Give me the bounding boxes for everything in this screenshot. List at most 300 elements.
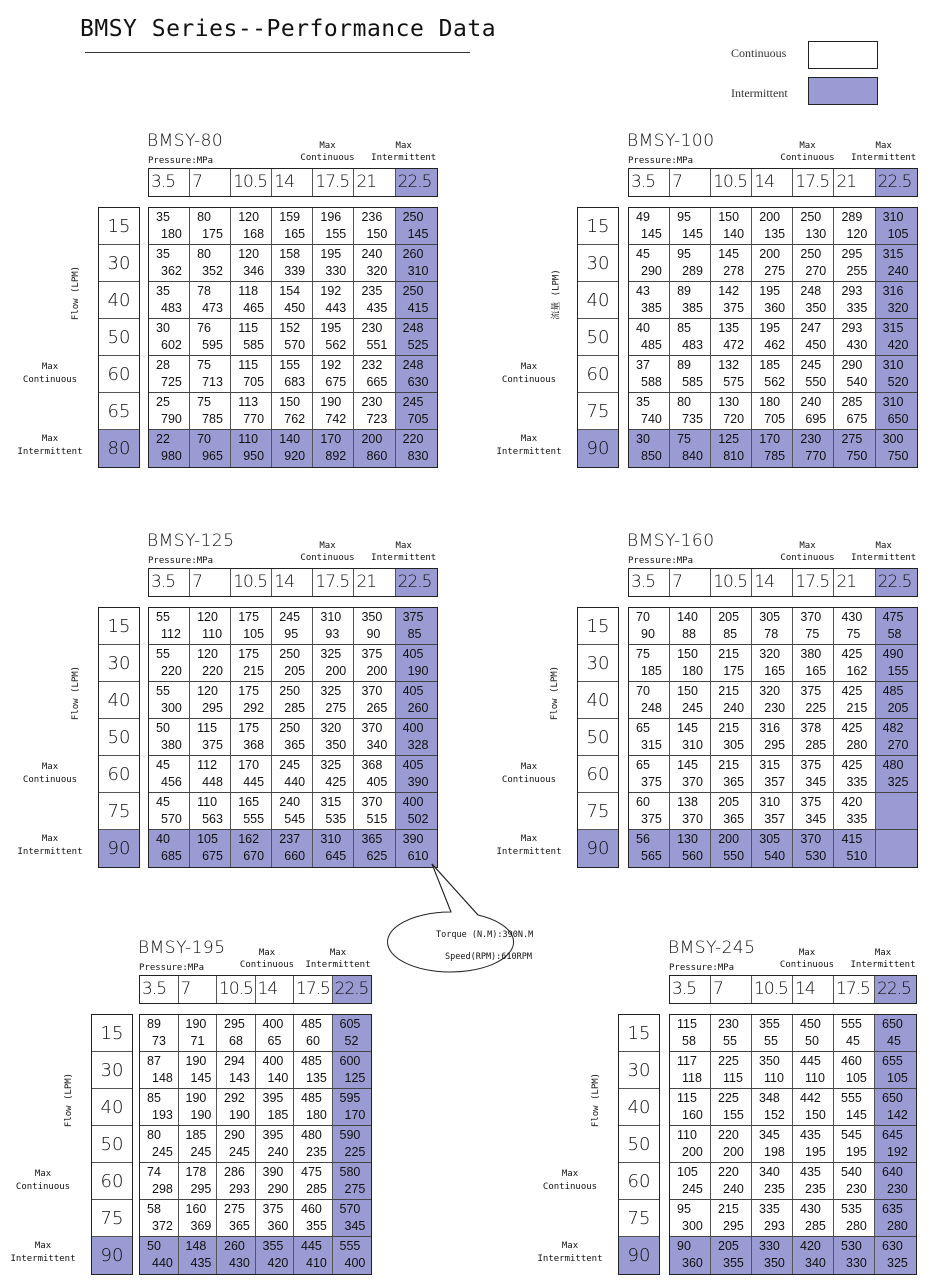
- speed-value: 362: [161, 264, 182, 278]
- torque-value: 390: [402, 832, 424, 846]
- torque-value: 650: [882, 1017, 903, 1031]
- torque-value: 482: [882, 721, 904, 735]
- torque-value: 295: [224, 1017, 245, 1031]
- speed-value: 320: [366, 264, 388, 278]
- speed-value: 665: [366, 375, 388, 389]
- flow-cell: 40: [578, 682, 618, 719]
- speed-value: 295: [202, 701, 223, 715]
- torque-value: 475: [882, 610, 904, 624]
- speed-value: 430: [846, 338, 868, 352]
- torque-value: 250: [402, 284, 424, 298]
- speed-value: 630: [407, 375, 429, 389]
- speed-value: 65: [267, 1034, 282, 1048]
- torque-value: 80: [677, 395, 691, 409]
- torque-value: 178: [185, 1165, 207, 1179]
- torque-value: 325: [320, 758, 342, 772]
- flow-cell: 65: [99, 393, 139, 430]
- speed-value: 293: [764, 1219, 785, 1233]
- pressure-cell: 22.5: [876, 569, 917, 596]
- torque-value: 45: [156, 758, 170, 772]
- flow-cell: 90: [578, 430, 618, 467]
- speed-value: 683: [284, 375, 306, 389]
- torque-value: 640: [882, 1165, 903, 1179]
- torque-value: 292: [224, 1091, 245, 1105]
- speed-value: 165: [284, 227, 306, 241]
- torque-value: 195: [759, 321, 781, 335]
- torque-value: 90: [677, 1239, 691, 1253]
- max-label: Max: [875, 141, 892, 151]
- speed-value: 365: [723, 775, 745, 789]
- pressure-cell: 22.5: [333, 976, 372, 1003]
- pressure-cell: 21: [354, 569, 395, 596]
- speed-value: 193: [152, 1108, 173, 1122]
- torque-value: 316: [759, 721, 781, 735]
- torque-value: 390: [262, 1165, 284, 1179]
- torque-value: 635: [882, 1202, 903, 1216]
- speed-value: 585: [243, 338, 265, 352]
- speed-value: 58: [682, 1034, 696, 1048]
- torque-value: 215: [718, 1202, 739, 1216]
- torque-value: 117: [677, 1054, 697, 1068]
- pressure-cell: 14: [272, 569, 313, 596]
- speed-value: 365: [284, 738, 306, 752]
- torque-value: 320: [320, 721, 342, 735]
- speed-value: 720: [723, 412, 745, 426]
- speed-value: 675: [202, 849, 223, 863]
- speed-value: 280: [887, 1219, 908, 1233]
- speed-value: 551: [366, 338, 388, 352]
- speed-value: 588: [641, 375, 662, 389]
- pressure-cell: 7: [670, 169, 711, 196]
- speed-value: 770: [805, 449, 827, 463]
- max-label: Max: [799, 141, 816, 151]
- speed-value: 355: [723, 1256, 744, 1270]
- speed-value: 71: [190, 1034, 205, 1048]
- speed-value: 200: [325, 664, 347, 678]
- torque-value: 435: [800, 1165, 821, 1179]
- torque-value: 405: [402, 684, 424, 698]
- speed-value: 375: [641, 812, 662, 826]
- torque-value: 190: [185, 1017, 207, 1031]
- flow-cell: 30: [619, 1052, 659, 1089]
- continuous-label: Continuous: [15, 1182, 71, 1192]
- speed-value: 200: [723, 1145, 744, 1159]
- pressure-cell: 7: [190, 169, 231, 196]
- speed-value: 162: [846, 664, 868, 678]
- speed-value: 265: [366, 701, 388, 715]
- speed-value: 280: [846, 1219, 867, 1233]
- speed-value: 560: [682, 849, 703, 863]
- torque-value: 250: [800, 247, 822, 261]
- flow-cell: 15: [92, 1015, 132, 1052]
- speed-value: 483: [161, 301, 182, 315]
- model-title: BMSY-100: [627, 131, 715, 151]
- torque-value: 595: [339, 1091, 361, 1105]
- speed-value: 645: [325, 849, 347, 863]
- torque-value: 368: [361, 758, 383, 772]
- speed-value: 345: [805, 812, 827, 826]
- torque-value: 245: [800, 358, 822, 372]
- torque-value: 232: [361, 358, 383, 372]
- torque-value: 130: [677, 832, 698, 846]
- speed-value: 205: [284, 664, 306, 678]
- speed-value: 625: [366, 849, 388, 863]
- torque-value: 40: [156, 832, 170, 846]
- speed-value: 220: [202, 664, 223, 678]
- torque-value: 335: [759, 1202, 780, 1216]
- speed-value: 295: [190, 1182, 212, 1196]
- pressure-cell: 17.5: [313, 569, 354, 596]
- torque-value: 325: [320, 647, 342, 661]
- speed-value: 742: [325, 412, 347, 426]
- torque-value: 80: [197, 247, 211, 261]
- torque-value: 485: [301, 1054, 322, 1068]
- torque-value: 192: [320, 358, 342, 372]
- torque-value: 112: [197, 758, 218, 772]
- torque-value: 75: [636, 647, 650, 661]
- torque-value: 250: [402, 210, 424, 224]
- flow-axis-label: Flow (LPM): [550, 666, 560, 721]
- speed-value: 340: [366, 738, 388, 752]
- speed-value: 105: [846, 1071, 867, 1085]
- torque-value: 200: [361, 432, 383, 446]
- pressure-cell: 3.5: [149, 569, 190, 596]
- torque-value: 275: [841, 432, 863, 446]
- speed-value: 340: [805, 1256, 826, 1270]
- torque-value: 22: [156, 432, 170, 446]
- torque-value: 125: [718, 432, 740, 446]
- pressure-label: Pressure:MPa: [148, 556, 214, 566]
- torque-value: 378: [800, 721, 822, 735]
- max-label: Max: [520, 834, 538, 844]
- speed-value: 350: [805, 301, 827, 315]
- pressure-label: Pressure:MPa: [628, 556, 694, 566]
- pressure-cell: 3.5: [629, 169, 670, 196]
- torque-value: 248: [402, 358, 424, 372]
- speed-value: 50: [805, 1034, 819, 1048]
- continuous-label: Continuous: [22, 375, 78, 385]
- pressure-cell: 10.5: [752, 976, 793, 1003]
- speed-value: 355: [306, 1219, 327, 1233]
- max-label: Max: [34, 1241, 52, 1251]
- flow-cell: 75: [578, 393, 618, 430]
- torque-value: 195: [759, 284, 781, 298]
- torque-value: 555: [841, 1017, 862, 1031]
- torque-value: 370: [361, 795, 383, 809]
- torque-value: 316: [882, 284, 904, 298]
- speed-value: 790: [161, 412, 182, 426]
- speed-value: 95: [284, 627, 299, 641]
- speed-value: 370: [682, 812, 703, 826]
- speed-value: 368: [243, 738, 265, 752]
- pressure-cell: 21: [834, 569, 875, 596]
- max-label: Max: [41, 434, 59, 444]
- speed-value: 245: [152, 1145, 173, 1159]
- pressure-cell: 14: [793, 976, 834, 1003]
- max-label: Max: [799, 541, 816, 551]
- torque-value: 130: [718, 395, 740, 409]
- speed-value: 275: [325, 701, 347, 715]
- speed-value: 675: [325, 375, 347, 389]
- speed-value: 235: [805, 1182, 826, 1196]
- pressure-cell: 7: [179, 976, 218, 1003]
- speed-value: 285: [805, 738, 827, 752]
- continuous-label: Continuous: [780, 153, 835, 163]
- torque-value: 245: [279, 758, 301, 772]
- flow-cell: 30: [578, 245, 618, 282]
- continuous-label: Continuous: [501, 775, 557, 785]
- speed-value: 278: [723, 264, 745, 278]
- speed-value: 185: [267, 1108, 289, 1122]
- pressure-label: Pressure:MPa: [148, 156, 214, 166]
- pressure-cell: 3.5: [140, 976, 179, 1003]
- torque-value: 138: [677, 795, 698, 809]
- torque-value: 375: [361, 647, 383, 661]
- torque-value: 330: [759, 1239, 780, 1253]
- speed-value: 155: [887, 664, 909, 678]
- speed-value: 810: [723, 449, 745, 463]
- torque-value: 85: [677, 321, 691, 335]
- torque-value: 65: [636, 758, 650, 772]
- speed-value: 462: [764, 338, 786, 352]
- torque-value: 250: [279, 684, 301, 698]
- intermittent-label: Intermittent: [496, 847, 562, 857]
- max-label: Max: [34, 1169, 52, 1179]
- torque-value: 120: [238, 210, 260, 224]
- flow-cell: 40: [99, 282, 139, 319]
- speed-value: 325: [887, 775, 909, 789]
- torque-value: 430: [800, 1202, 821, 1216]
- torque-value: 70: [636, 610, 650, 624]
- pressure-cell: 22.5: [396, 169, 437, 196]
- speed-value: 235: [764, 1182, 785, 1196]
- speed-value: 190: [229, 1108, 250, 1122]
- torque-value: 260: [402, 247, 424, 261]
- pressure-cell: 22.5: [875, 976, 916, 1003]
- speed-value: 230: [764, 701, 786, 715]
- speed-value: 75: [846, 627, 861, 641]
- flow-cell: 60: [92, 1163, 132, 1200]
- torque-value: 113: [238, 395, 259, 409]
- max-label: Max: [561, 1169, 579, 1179]
- speed-value: 550: [723, 849, 745, 863]
- torque-value: 70: [636, 684, 650, 698]
- speed-value: 860: [366, 449, 388, 463]
- torque-value: 110: [238, 432, 259, 446]
- speed-value: 515: [366, 812, 388, 826]
- speed-value: 195: [846, 1145, 867, 1159]
- torque-value: 375: [800, 795, 822, 809]
- torque-value: 55: [156, 610, 170, 624]
- speed-value: 345: [805, 775, 827, 789]
- continuous-label: Continuous: [542, 1182, 598, 1192]
- torque-value: 320: [759, 647, 781, 661]
- torque-value: 286: [224, 1165, 245, 1179]
- speed-value: 55: [764, 1034, 778, 1048]
- speed-value: 285: [805, 1219, 826, 1233]
- torque-value: 200: [759, 210, 781, 224]
- speed-value: 339: [284, 264, 306, 278]
- speed-value: 502: [407, 812, 429, 826]
- flow-cell: 60: [578, 756, 618, 793]
- speed-value: 135: [764, 227, 786, 241]
- torque-value: 250: [279, 721, 301, 735]
- torque-value: 170: [320, 432, 342, 446]
- model-title: BMSY-125: [147, 531, 235, 551]
- speed-value: 520: [887, 375, 909, 389]
- flow-cell: 40: [578, 282, 618, 319]
- torque-value: 540: [841, 1165, 862, 1179]
- torque-value: 555: [841, 1091, 862, 1105]
- torque-value: 148: [185, 1239, 207, 1253]
- speed-value: 130: [805, 227, 827, 241]
- torque-value: 192: [320, 284, 342, 298]
- speed-value: 275: [764, 264, 786, 278]
- speed-value: 385: [641, 301, 662, 315]
- torque-value: 375: [402, 610, 424, 624]
- speed-value: 285: [284, 701, 306, 715]
- speed-value: 150: [366, 227, 388, 241]
- torque-value: 43: [636, 284, 650, 298]
- speed-value: 360: [682, 1256, 703, 1270]
- torque-value: 400: [402, 795, 424, 809]
- torque-value: 118: [238, 284, 259, 298]
- speed-value: 58: [887, 627, 902, 641]
- torque-value: 380: [800, 647, 822, 661]
- torque-value: 240: [279, 795, 301, 809]
- torque-value: 80: [147, 1128, 161, 1142]
- speed-value: 230: [887, 1182, 908, 1196]
- torque-value: 115: [238, 321, 259, 335]
- speed-value: 562: [325, 338, 347, 352]
- torque-value: 400: [402, 721, 424, 735]
- torque-value: 185: [185, 1128, 207, 1142]
- speed-value: 390: [407, 775, 429, 789]
- torque-value: 485: [301, 1091, 322, 1105]
- speed-value: 450: [805, 338, 827, 352]
- pressure-cell: 17.5: [294, 976, 333, 1003]
- torque-value: 445: [301, 1239, 322, 1253]
- speed-value: 175: [723, 664, 745, 678]
- speed-value: 705: [243, 375, 265, 389]
- torque-value: 190: [320, 395, 342, 409]
- torque-value: 70: [197, 432, 211, 446]
- torque-value: 375: [800, 684, 822, 698]
- speed-value: 705: [407, 412, 429, 426]
- speed-value: 90: [366, 627, 381, 641]
- torque-value: 190: [185, 1054, 207, 1068]
- speed-value: 289: [682, 264, 703, 278]
- torque-value: 348: [759, 1091, 780, 1105]
- flow-cell: 75: [578, 793, 618, 830]
- torque-value: 200: [718, 832, 740, 846]
- speed-value: 155: [723, 1108, 744, 1122]
- flow-cell: 60: [99, 356, 139, 393]
- speed-value: 118: [682, 1071, 702, 1085]
- continuous-label: Continuous: [22, 775, 78, 785]
- speed-value: 695: [805, 412, 827, 426]
- speed-value: 155: [325, 227, 347, 241]
- flow-cell: 90: [619, 1237, 659, 1274]
- speed-value: 420: [887, 338, 909, 352]
- torque-value: 89: [147, 1017, 161, 1031]
- torque-value: 480: [301, 1128, 322, 1142]
- speed-value: 410: [306, 1256, 327, 1270]
- torque-value: 35: [156, 284, 170, 298]
- speed-value: 535: [325, 812, 347, 826]
- speed-value: 245: [190, 1145, 212, 1159]
- torque-value: 89: [677, 284, 691, 298]
- torque-value: 248: [800, 284, 822, 298]
- torque-value: 247: [800, 321, 822, 335]
- torque-value: 140: [279, 432, 301, 446]
- speed-value: 610: [407, 849, 429, 863]
- speed-value: 290: [267, 1182, 289, 1196]
- max-label: Max: [874, 948, 892, 958]
- torque-value: 154: [279, 284, 301, 298]
- torque-value: 105: [197, 832, 218, 846]
- speed-value: 570: [284, 338, 306, 352]
- speed-value: 140: [723, 227, 745, 241]
- speed-value: 280: [846, 738, 868, 752]
- speed-value: 105: [887, 227, 909, 241]
- torque-value: 195: [320, 247, 342, 261]
- speed-value: 325: [887, 1256, 908, 1270]
- speed-value: 180: [306, 1108, 327, 1122]
- torque-value: 245: [279, 610, 301, 624]
- pressure-cell: 17.5: [834, 976, 875, 1003]
- speed-value: 68: [229, 1034, 243, 1048]
- torque-value: 315: [320, 795, 342, 809]
- speed-value: 205: [887, 701, 909, 715]
- speed-value: 255: [846, 264, 868, 278]
- speed-value: 675: [846, 412, 868, 426]
- pressure-cell: 17.5: [793, 569, 834, 596]
- torque-value: 420: [841, 795, 863, 809]
- torque-value: 555: [339, 1239, 361, 1253]
- speed-value: 375: [641, 775, 662, 789]
- speed-value: 240: [723, 701, 745, 715]
- speed-value: 545: [284, 812, 306, 826]
- speed-value: 110: [764, 1071, 784, 1085]
- torque-value: 405: [402, 647, 424, 661]
- speed-value: 448: [202, 775, 223, 789]
- flow-cell: 60: [99, 756, 139, 793]
- torque-value: 115: [238, 358, 259, 372]
- torque-value: 35: [636, 395, 650, 409]
- torque-value: 400: [262, 1017, 284, 1031]
- torque-value: 205: [718, 1239, 739, 1253]
- flow-cell: 15: [99, 208, 139, 245]
- speed-value: 472: [723, 338, 745, 352]
- torque-value: 580: [339, 1165, 361, 1179]
- torque-value: 115: [677, 1017, 697, 1031]
- torque-value: 240: [361, 247, 383, 261]
- speed-value: 540: [764, 849, 786, 863]
- speed-value: 375: [202, 738, 223, 752]
- flow-cell: 90: [92, 1237, 132, 1274]
- speed-value: 290: [641, 264, 662, 278]
- torque-value: 340: [759, 1165, 780, 1179]
- speed-value: 105: [887, 1071, 908, 1085]
- torque-value: 40: [636, 321, 650, 335]
- intermittent-label: Intermittent: [851, 553, 917, 563]
- intermittent-label: Intermittent: [851, 153, 917, 163]
- speed-value: 357: [764, 812, 786, 826]
- torque-value: 200: [759, 247, 781, 261]
- max-label: Max: [329, 948, 347, 958]
- pressure-cell: 3.5: [670, 976, 711, 1003]
